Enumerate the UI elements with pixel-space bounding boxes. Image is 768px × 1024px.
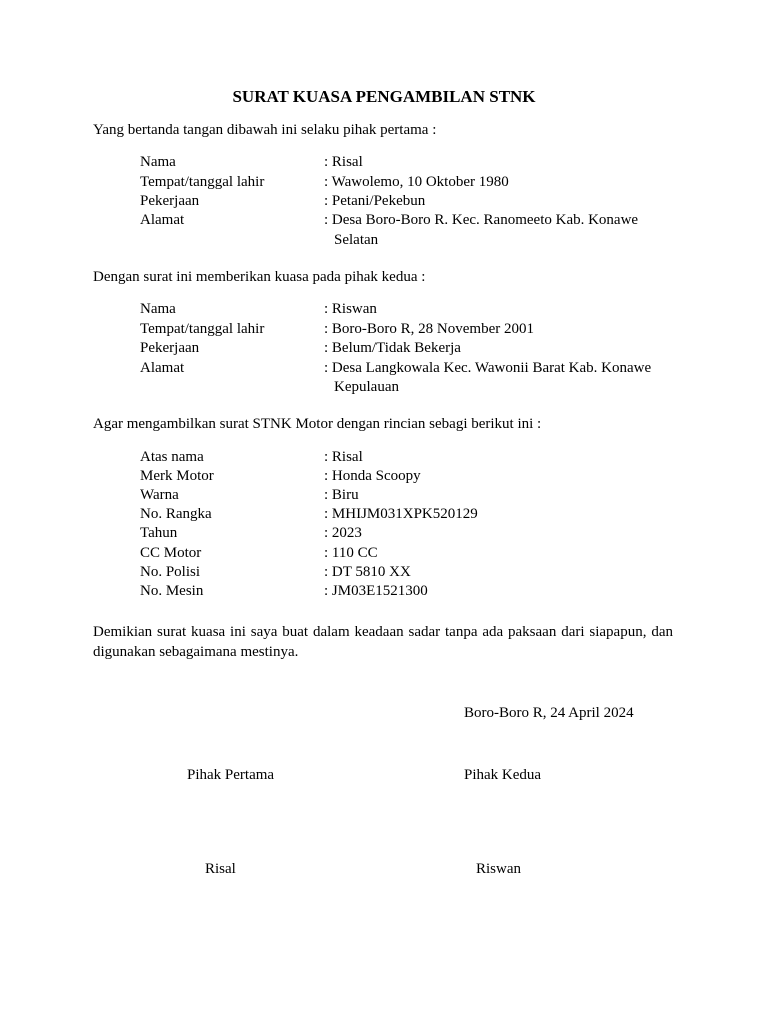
vehicle-atas-nama-value: : Risal [324,449,363,465]
first-party-ttl-label: Tempat/tanggal lahir [140,174,265,190]
first-party-alamat-value: : Desa Boro-Boro R. Kec. Ranomeeto Kab. Konawe [324,212,639,228]
vehicle-polisi-value: : DT 5810 XX [324,564,411,580]
first-party-pekerjaan-label: Pekerjaan [140,193,200,209]
second-party-alamat-label: Alamat [140,360,185,376]
vehicle-tahun-value: : 2023 [324,525,362,541]
closing-paragraph: Demikian surat kuasa ini saya buat dalam keadaan sadar tanpa ada paksaan dari siapapun, dan digunakan sebagaimana mestinya. [93,624,673,660]
vehicle-atas-nama-label: Atas nama [140,449,204,465]
vehicle-warna-label: Warna [140,487,179,503]
second-party-role: Pihak Kedua [464,767,542,783]
second-party-alamat-value-cont: Kepulauan [334,379,399,395]
second-party-nama-value: : Riswan [324,301,377,317]
vehicle-merk-label: Merk Motor [140,468,214,484]
vehicle-mesin-value: : JM03E1521300 [324,583,428,599]
vehicle-polisi-label: No. Polisi [140,564,201,580]
first-party-nama-label: Nama [140,154,176,170]
second-party-pekerjaan-label: Pekerjaan [140,340,200,356]
second-party-signature-name: Riswan [476,861,521,877]
first-party-pekerjaan-value: : Petani/Pekebun [324,193,426,209]
vehicle-cc-value: : 110 CC [324,545,378,561]
second-party-alamat-value: : Desa Langkowala Kec. Wawonii Barat Kab. Konawe [324,360,652,376]
vehicle-tahun-label: Tahun [140,525,178,541]
first-party-alamat-label: Alamat [140,212,185,228]
first-party-nama-value: : Risal [324,154,363,170]
vehicle-merk-value: : Honda Scoopy [324,468,421,484]
vehicle-rangka-label: No. Rangka [140,506,212,522]
vehicle-cc-label: CC Motor [140,545,202,561]
first-party-signature-name: Risal [205,861,236,877]
second-party-ttl-value: : Boro-Boro R, 28 November 2001 [324,321,534,337]
vehicle-rangka-value: : MHIJM031XPK520129 [324,506,478,522]
first-party-alamat-value-cont: Selatan [334,232,379,248]
second-party-pekerjaan-value: : Belum/Tidak Bekerja [324,340,461,356]
second-party-nama-label: Nama [140,301,176,317]
vehicle-mesin-label: No. Mesin [140,583,204,599]
second-party-intro: Dengan surat ini memberikan kuasa pada pihak kedua : [93,269,426,285]
place-date: Boro-Boro R, 24 April 2024 [464,705,634,721]
vehicle-warna-value: : Biru [324,487,359,503]
document-title: SURAT KUASA PENGAMBILAN STNK [232,87,536,106]
second-party-ttl-label: Tempat/tanggal lahir [140,321,265,337]
vehicle-intro: Agar mengambilkan surat STNK Motor dengan rincian sebagi berikut ini : [93,416,542,432]
first-party-intro: Yang bertanda tangan dibawah ini selaku pihak pertama : [93,122,437,138]
first-party-role: Pihak Pertama [187,767,275,783]
first-party-ttl-value: : Wawolemo, 10 Oktober 1980 [324,174,509,190]
